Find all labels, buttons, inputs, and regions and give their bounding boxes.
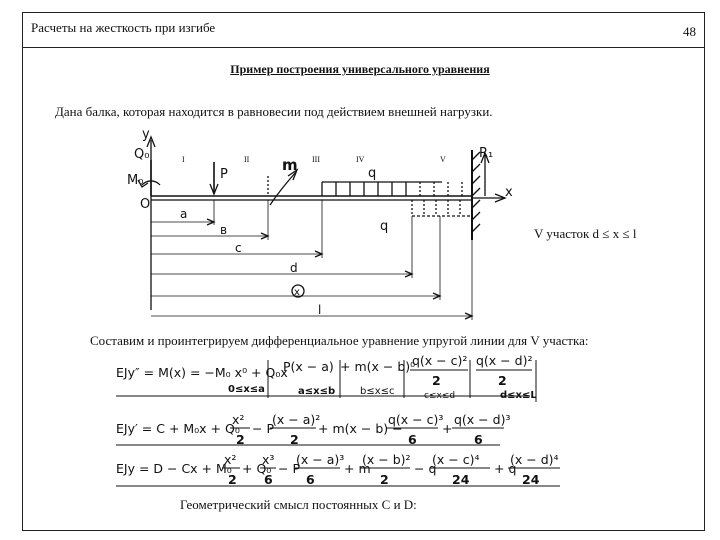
- eq3-t1-den: 2: [228, 472, 237, 487]
- label-sec-4: IV: [356, 155, 365, 164]
- eq1-range-3: b≤x≤c: [360, 386, 395, 397]
- label-p: P: [220, 167, 228, 182]
- eq3-t6-den: 24: [522, 472, 540, 487]
- label-m0: M₀: [127, 173, 144, 188]
- eq2-t4-num: q(x − c)³: [388, 412, 444, 427]
- label-q0: Q₀: [134, 147, 150, 162]
- eq1-t4: q(x − c)²: [412, 353, 468, 368]
- eq3-t2-num: x³: [262, 452, 275, 467]
- eq3-t4-num: (x − b)²: [362, 452, 411, 467]
- eq2-t5-den: 6: [474, 432, 483, 447]
- eq3-t5-num: (x − c)⁴: [432, 452, 480, 467]
- eq2-t1-den: 2: [236, 432, 245, 447]
- label-dim-b: в: [220, 223, 228, 237]
- label-y: y: [142, 127, 150, 142]
- eq3-t6: + q: [494, 461, 517, 476]
- label-sec-5: V: [440, 155, 446, 164]
- eq3-t6-num: (x − d)⁴: [510, 452, 559, 467]
- section-label: V участок d ≤ x ≤ l: [534, 226, 637, 241]
- eq3-t3-num: (x − a)³: [296, 452, 345, 467]
- label-sec-1: I: [182, 155, 185, 164]
- label-q-bottom: q: [380, 219, 389, 234]
- eq3-t2: + Q₀: [242, 461, 272, 476]
- eq3-t4: + m: [344, 461, 371, 476]
- header-title: Расчеты на жесткость при изгибе: [31, 20, 216, 35]
- eq1-lhs: EJy″ = M(x) = −M₀ x⁰ + Q₀x: [116, 365, 288, 380]
- label-r1: R₁: [479, 146, 494, 161]
- intro-text: Дана балка, которая находится в равновесии под действием внешней нагрузки.: [55, 104, 493, 119]
- eq3-t3-den: 6: [306, 472, 315, 487]
- label-x: x: [505, 185, 513, 200]
- eq3-t1-num: x²: [224, 452, 237, 467]
- eq2-lhs: EJy′ = C + M₀x + Q₀: [116, 421, 240, 436]
- eq1-t5: q(x − d)²: [476, 353, 533, 368]
- eq3-t2-den: 6: [264, 472, 273, 487]
- geometric-meaning-text: Геометрический смысл постоянных C и D:: [180, 497, 417, 512]
- eq2-t2: − P: [252, 421, 274, 436]
- eq1-range-4: c≤x≤d: [424, 391, 456, 401]
- eq3-t5: − q: [414, 461, 437, 476]
- eq2-t2-num: (x − a)²: [272, 412, 321, 427]
- eq2-t1-num: x²: [232, 412, 245, 427]
- eq2-t5-sign: +: [442, 421, 453, 436]
- label-dim-x: x: [294, 287, 300, 298]
- label-sec-3: III: [312, 155, 320, 164]
- eq1-range-5: d≤x≤L: [500, 390, 537, 401]
- slide-title: Пример построения универсального уравнения: [230, 62, 490, 76]
- eq3-t3: − P: [278, 461, 300, 476]
- eq1-range-2: a≤x≤b: [298, 386, 336, 397]
- eq1-range-1: 0≤x≤a: [228, 384, 265, 395]
- eq2-t4-den: 6: [408, 432, 417, 447]
- eq2-t5-num: q(x − d)³: [454, 412, 511, 427]
- label-dim-d: d: [290, 261, 298, 275]
- eq1-t2: P(x − a): [283, 359, 334, 374]
- eq2-t2-den: 2: [290, 432, 299, 447]
- eq1-den2: 2: [432, 373, 441, 388]
- label-sec-2: II: [244, 155, 250, 164]
- eq3-t5-den: 24: [452, 472, 470, 487]
- eq3-lhs: EJy = D − Cx + M₀: [116, 461, 232, 476]
- compose-text: Составим и проинтегрируем дифференциальное уравнение упругой линии для V участка:: [90, 333, 589, 348]
- eq3-t4-den: 2: [380, 472, 389, 487]
- label-dim-c: c: [235, 241, 242, 255]
- label-dim-l: l: [318, 303, 322, 317]
- page-number: 48: [683, 24, 696, 39]
- label-m: m: [282, 156, 298, 174]
- label-q-top: q: [368, 166, 377, 181]
- eq1-den3: 2: [498, 373, 507, 388]
- eq2-t3: + m(x − b) −: [318, 421, 403, 436]
- label-origin: O: [140, 197, 151, 212]
- label-dim-a: a: [180, 207, 188, 221]
- eq1-t3: + m(x − b)⁰: [340, 359, 416, 374]
